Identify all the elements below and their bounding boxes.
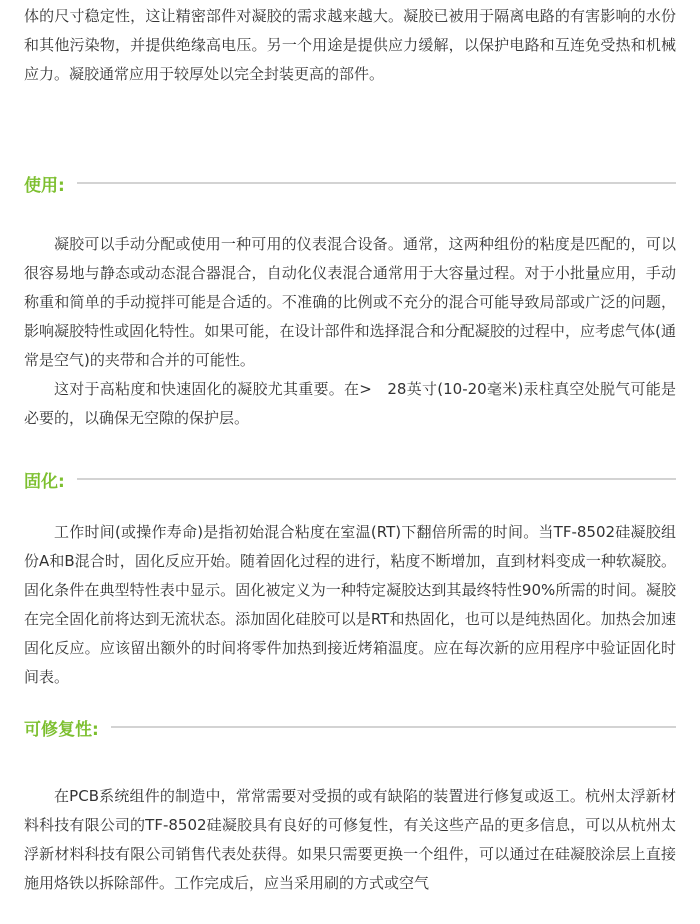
usage-paragraph-2: 这对于高粘度和快速固化的凝胶尤其重要。在> 28英寸(10-20毫米)汞柱真空处脱气可能是必要的，以确保无空隙的保护层。 [24, 380, 676, 427]
section-header-usage [24, 168, 676, 198]
section-divider [111, 726, 676, 728]
section-header-repair [24, 712, 676, 742]
section-divider [77, 478, 676, 480]
section-divider [77, 182, 676, 184]
curing-paragraph-1: 工作时间(或操作寿命)是指初始混合粘度在室温(RT)下翻倍所需的时间。当TF-8502硅凝胶组份A和B混合时，固化反应开始。随着固化过程的进行，粘度不断增加，直到材料变成一种软凝胶。固化条件在典型特性表中显示。固化被定义为一种特定凝胶达到其最终特性90%所需的时间。凝胶在完全固化前将达到无流状态。添加固化硅胶可以是RT和热固化，也可以是纯热固化。加热会加速固化反应。应该留出额外的时间将零件加热到接近烤箱温度。应在每次新的应用程序中验证固化时间表。 [24, 523, 676, 686]
section-title-repair: 可修复性: [24, 719, 99, 740]
intro-paragraph: 体的尺寸稳定性，这让精密部件对凝胶的需求越来越大。凝胶已被用于隔离电路的有害影响的水份和其他污染物，并提供绝缘高电压。另一个用途是提供应力缓解，以保护电路和互连免受热和机械应力。凝胶通常应用于较厚处以完全封装更高的部件。 [24, 7, 676, 83]
section-title-curing: 固化: [24, 471, 65, 492]
repair-paragraph-1: 在PCB系统组件的制造中，常常需要对受损的或有缺陷的装置进行修复或返工。杭州太浮新材料科技有限公司的TF-8502硅凝胶具有良好的可修复性，有关这些产品的更多信息，可以从杭州太浮新材料科技有限公司销售代表处获得。如果只需要更换一个组件，可以通过在硅凝胶涂层上直接施用烙铁以拆除部件。工作完成后，应当采用刷的方式或空气 [24, 787, 676, 892]
usage-paragraph-1: 凝胶可以手动分配或使用一种可用的仪表混合设备。通常，这两种组份的粘度是匹配的，可以很容易地与静态或动态混合器混合，自动化仪表混合通常用于大容量过程。对于小批量应用，手动称重和简单的手动搅拌可能是合适的。不准确的比例或不充分的混合可能导致局部或广泛的问题，影响凝胶特性或固化特性。如果可能，在设计部件和选择混合和分配凝胶的过程中，应考虑气体(通常是空气)的夹带和合并的可能性。 [24, 235, 676, 369]
section-title-usage: 使用: [24, 175, 65, 196]
section-header-curing [24, 464, 676, 494]
